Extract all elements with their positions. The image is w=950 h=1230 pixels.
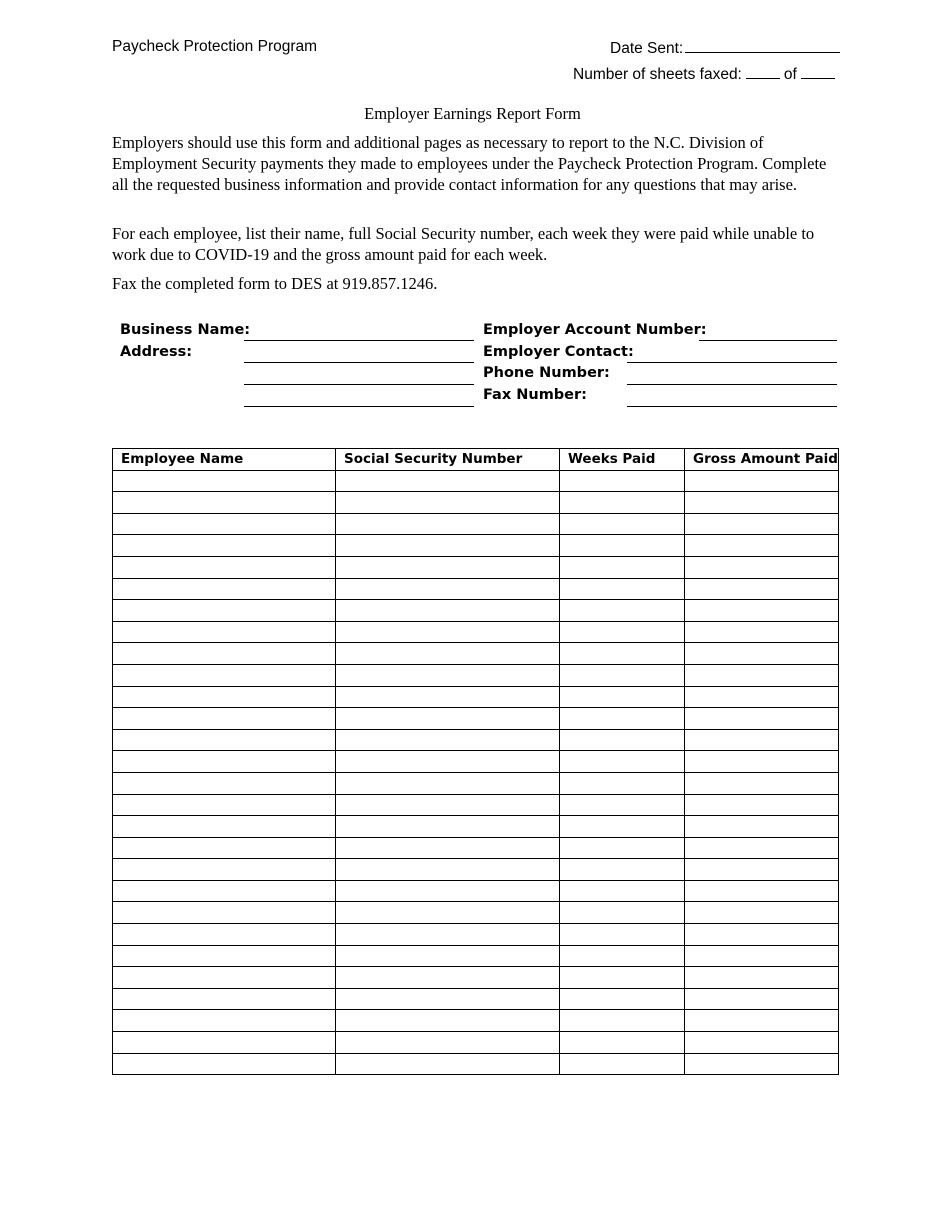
ssn-cell[interactable] [336, 1053, 560, 1075]
phone-number-input[interactable] [627, 384, 837, 385]
weeks-paid-cell[interactable] [560, 535, 685, 557]
table-row [113, 729, 839, 751]
table-row [113, 1032, 839, 1054]
ssn-cell[interactable] [336, 513, 560, 535]
table-body [113, 470, 839, 1075]
weeks-paid-cell[interactable] [560, 880, 685, 902]
ssn-cell[interactable] [336, 708, 560, 730]
employee-name-cell[interactable] [113, 816, 336, 838]
table-header-row [113, 449, 839, 471]
ssn-cell[interactable] [336, 751, 560, 773]
gross-amount-cell[interactable] [685, 945, 839, 967]
weeks-paid-cell[interactable] [560, 967, 685, 989]
table-row [113, 513, 839, 535]
table-row [113, 794, 839, 816]
table-row [113, 643, 839, 665]
table-row [113, 967, 839, 989]
table-row [113, 578, 839, 600]
gross-amount-cell[interactable] [685, 686, 839, 708]
weeks-paid-cell[interactable] [560, 578, 685, 600]
table-row [113, 470, 839, 492]
fax-number-input[interactable] [627, 406, 837, 407]
employee-name-cell[interactable] [113, 902, 336, 924]
gross-amount-cell[interactable] [685, 513, 839, 535]
employee-name-cell[interactable] [113, 967, 336, 989]
sheets-faxed-field [573, 65, 839, 84]
weeks-paid-cell[interactable] [560, 988, 685, 1010]
gross-amount-cell[interactable] [685, 621, 839, 643]
ssn-cell[interactable] [336, 902, 560, 924]
employer-contact-label: Employer Contact: [483, 344, 634, 360]
gross-amount-cell[interactable] [685, 578, 839, 600]
weeks-paid-cell[interactable] [560, 492, 685, 514]
ssn-cell[interactable] [336, 492, 560, 514]
address-line-1-input[interactable] [244, 362, 474, 363]
employee-name-cell[interactable] [113, 1010, 336, 1032]
table-row [113, 600, 839, 622]
sheets-total-input[interactable] [801, 65, 835, 79]
weeks-paid-cell[interactable] [560, 772, 685, 794]
employee-name-cell[interactable] [113, 600, 336, 622]
ssn-cell[interactable] [336, 470, 560, 492]
gross-amount-cell[interactable] [685, 492, 839, 514]
employee-name-cell[interactable] [113, 621, 336, 643]
weeks-paid-cell[interactable] [560, 859, 685, 881]
date-sent-label: Date Sent: [610, 40, 684, 57]
weeks-paid-cell[interactable] [560, 621, 685, 643]
employee-name-cell[interactable] [113, 513, 336, 535]
gross-amount-cell[interactable] [685, 643, 839, 665]
instructions-paragraph: Employers should use this form and additional pages as necessary to report to the N.C. Division of Employment Security payments they made to employees under the Paycheck Protection Program. Complete all the requested business information and provide contact information for any questions that may arise. [112, 133, 827, 194]
gross-amount-cell[interactable] [685, 729, 839, 751]
weeks-paid-cell[interactable] [560, 600, 685, 622]
table-row [113, 859, 839, 881]
sheets-faxed-count-input[interactable] [746, 65, 780, 79]
ssn-cell[interactable] [336, 859, 560, 881]
sheets-of-label: of [783, 66, 797, 83]
gross-amount-cell[interactable] [685, 664, 839, 686]
gross-amount-cell[interactable] [685, 859, 839, 881]
weeks-paid-cell[interactable] [560, 902, 685, 924]
ssn-cell[interactable] [336, 535, 560, 557]
table-row [113, 621, 839, 643]
column-header-gross-amount: Gross Amount Paid [685, 449, 839, 471]
gross-amount-cell[interactable] [685, 751, 839, 773]
employee-name-cell[interactable] [113, 535, 336, 557]
gross-amount-cell[interactable] [685, 902, 839, 924]
table-row [113, 535, 839, 557]
gross-amount-cell[interactable] [685, 837, 839, 859]
gross-amount-cell[interactable] [685, 967, 839, 989]
ssn-cell[interactable] [336, 621, 560, 643]
date-sent-field [610, 38, 840, 58]
ssn-cell[interactable] [336, 600, 560, 622]
employee-name-cell[interactable] [113, 729, 336, 751]
table-row [113, 492, 839, 514]
employee-name-cell[interactable] [113, 772, 336, 794]
ssn-cell[interactable] [336, 988, 560, 1010]
table-row [113, 988, 839, 1010]
table-row [113, 902, 839, 924]
employee-name-cell[interactable] [113, 578, 336, 600]
program-title: Paycheck Protection Program [112, 38, 318, 55]
weeks-paid-cell[interactable] [560, 664, 685, 686]
weeks-paid-cell[interactable] [560, 686, 685, 708]
employer-contact-input[interactable] [627, 362, 837, 363]
table-row [113, 686, 839, 708]
employee-name-cell[interactable] [113, 643, 336, 665]
table-row [113, 880, 839, 902]
employee-name-cell[interactable] [113, 837, 336, 859]
table-row [113, 924, 839, 946]
weeks-paid-cell[interactable] [560, 1053, 685, 1075]
ssn-cell[interactable] [336, 816, 560, 838]
employee-name-cell[interactable] [113, 664, 336, 686]
employee-name-cell[interactable] [113, 686, 336, 708]
employee-name-cell[interactable] [113, 1053, 336, 1075]
weeks-paid-cell[interactable] [560, 729, 685, 751]
employee-name-cell[interactable] [113, 1032, 336, 1054]
weeks-paid-cell[interactable] [560, 794, 685, 816]
date-sent-input[interactable] [685, 38, 840, 53]
gross-amount-cell[interactable] [685, 816, 839, 838]
weeks-paid-cell[interactable] [560, 837, 685, 859]
weeks-paid-cell[interactable] [560, 1032, 685, 1054]
employer-account-label: Employer Account Number: [483, 322, 707, 338]
ssn-cell[interactable] [336, 1032, 560, 1054]
gross-amount-cell[interactable] [685, 794, 839, 816]
table-row [113, 751, 839, 773]
employee-name-cell[interactable] [113, 859, 336, 881]
table-row [113, 1010, 839, 1032]
table-row [113, 772, 839, 794]
table-row [113, 664, 839, 686]
weeks-paid-cell[interactable] [560, 945, 685, 967]
instructions-paragraph: For each employee, list their name, full Social Security number, each week they were paid while unable to work due to COVID-19 and the gross amount paid for each week. [112, 224, 815, 264]
weeks-paid-cell[interactable] [560, 751, 685, 773]
weeks-paid-cell[interactable] [560, 1010, 685, 1032]
gross-amount-cell[interactable] [685, 988, 839, 1010]
employee-name-cell[interactable] [113, 492, 336, 514]
address-label: Address: [120, 344, 193, 360]
gross-amount-cell[interactable] [685, 708, 839, 730]
weeks-paid-cell[interactable] [560, 708, 685, 730]
table-row [113, 837, 839, 859]
ssn-cell[interactable] [336, 556, 560, 578]
employee-name-cell[interactable] [113, 924, 336, 946]
employee-name-cell[interactable] [113, 470, 336, 492]
ssn-cell[interactable] [336, 1010, 560, 1032]
employer-account-input[interactable] [699, 340, 837, 341]
employee-table [112, 448, 839, 1075]
employee-name-cell[interactable] [113, 945, 336, 967]
ssn-cell[interactable] [336, 924, 560, 946]
ssn-cell[interactable] [336, 686, 560, 708]
form-title: Employer Earnings Report Form [364, 104, 581, 123]
phone-number-label: Phone Number: [483, 365, 610, 381]
ssn-cell[interactable] [336, 880, 560, 902]
column-header-ssn: Social Security Number [336, 449, 560, 471]
column-header-weeks-paid: Weeks Paid [560, 449, 685, 471]
employee-name-cell[interactable] [113, 708, 336, 730]
gross-amount-cell[interactable] [685, 772, 839, 794]
ssn-cell[interactable] [336, 772, 560, 794]
table-row [113, 1053, 839, 1075]
gross-amount-cell[interactable] [685, 535, 839, 557]
weeks-paid-cell[interactable] [560, 643, 685, 665]
employee-name-cell[interactable] [113, 988, 336, 1010]
gross-amount-cell[interactable] [685, 470, 839, 492]
ssn-cell[interactable] [336, 643, 560, 665]
table-row [113, 816, 839, 838]
column-header-employee-name: Employee Name [113, 449, 336, 471]
gross-amount-cell[interactable] [685, 1053, 839, 1075]
employee-name-cell[interactable] [113, 794, 336, 816]
employee-name-cell[interactable] [113, 880, 336, 902]
gross-amount-cell[interactable] [685, 556, 839, 578]
employee-name-cell[interactable] [113, 751, 336, 773]
weeks-paid-cell[interactable] [560, 513, 685, 535]
table-row [113, 556, 839, 578]
ssn-cell[interactable] [336, 837, 560, 859]
ssn-cell[interactable] [336, 794, 560, 816]
weeks-paid-cell[interactable] [560, 816, 685, 838]
address-line-3-input[interactable] [244, 406, 474, 407]
ssn-cell[interactable] [336, 664, 560, 686]
table-row [113, 945, 839, 967]
gross-amount-cell[interactable] [685, 880, 839, 902]
gross-amount-cell[interactable] [685, 1032, 839, 1054]
weeks-paid-cell[interactable] [560, 556, 685, 578]
ssn-cell[interactable] [336, 578, 560, 600]
weeks-paid-cell[interactable] [560, 924, 685, 946]
table-row [113, 708, 839, 730]
sheets-faxed-label: Number of sheets faxed: [573, 66, 742, 83]
fax-number-label: Fax Number: [483, 387, 587, 403]
business-name-input[interactable] [244, 340, 474, 341]
ssn-cell[interactable] [336, 945, 560, 967]
gross-amount-cell[interactable] [685, 600, 839, 622]
gross-amount-cell[interactable] [685, 1010, 839, 1032]
ssn-cell[interactable] [336, 967, 560, 989]
fax-instructions: Fax the completed form to DES at 919.857.1246. [112, 274, 438, 293]
weeks-paid-cell[interactable] [560, 470, 685, 492]
gross-amount-cell[interactable] [685, 924, 839, 946]
employee-name-cell[interactable] [113, 556, 336, 578]
business-name-label: Business Name: [120, 322, 251, 338]
address-line-2-input[interactable] [244, 384, 474, 385]
ssn-cell[interactable] [336, 729, 560, 751]
